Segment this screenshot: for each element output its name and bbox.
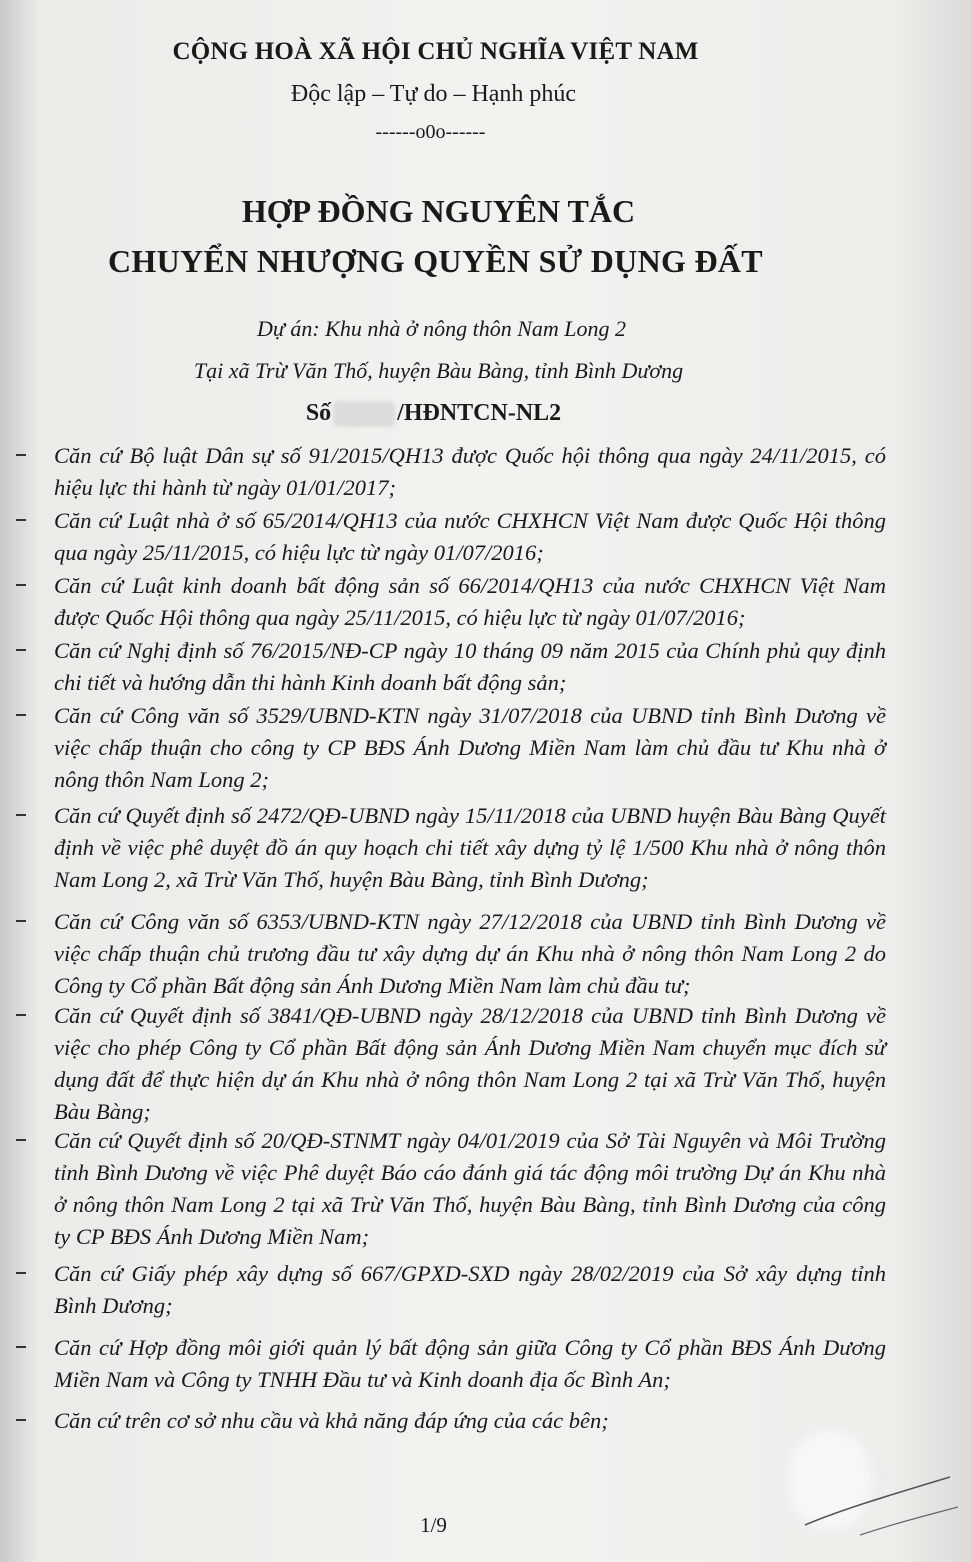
heading-separator: ------o0o------ xyxy=(375,121,486,143)
list-item xyxy=(16,906,886,1002)
list-item-text: Căn cứ Quyết định số 3841/QĐ-UBND ngày 28/12/2018 của UBND tỉnh Bình Dương về việc cho phép Công ty Cổ phần Bất động sản Ánh Dương Miền Nam chuyển mục đích sử dụng đất để thực hiện dự án Khu nhà ở nông thôn Nam Long 2 tại xã Trừ Văn Thố, huyện Bàu Bàng; xyxy=(54,1003,886,1124)
list-item xyxy=(16,1258,886,1322)
redacted-mark xyxy=(333,401,395,427)
project-name: Dự án: Khu nhà ở nông thôn Nam Long 2 xyxy=(256,316,627,341)
list-item-text: Căn cứ Hợp đồng môi giới quản lý bất động sản giữa Công ty Cổ phần BĐS Ánh Dương Miền Nam và Công ty TNHH Đầu tư và Kinh doanh địa ốc Bình An; xyxy=(54,1335,886,1392)
project-location: Tại xã Trừ Văn Thố, huyện Bàu Bàng, tỉnh Bình Dương xyxy=(193,358,684,383)
list-item-text: Căn cứ Quyết định số 20/QĐ-STNMT ngày 04/01/2019 của Sở Tài Nguyên và Môi Trường tỉnh Bình Dương về việc Phê duyệt Báo cáo đánh giá tác động môi trường Dự án Khu nhà ở nông thôn Nam Long 2 tại xã Trừ Văn Thố, huyện Bàu Bàng, tỉnh Bình Dương của công ty CP BĐS Ánh Dương Miền Nam; xyxy=(54,1128,886,1249)
bullet-dash xyxy=(16,1272,26,1274)
bullet-dash xyxy=(16,519,26,521)
contract-number-suffix: /HĐNTCN-NL2 xyxy=(397,400,562,426)
national-motto: Độc lập – Tự do – Hạnh phúc xyxy=(290,81,577,107)
national-heading: CỘNG HOÀ XÃ HỘI CHỦ NGHĨA VIỆT NAM xyxy=(172,38,699,65)
list-item xyxy=(16,635,886,699)
list-item-text: Căn cứ Luật kinh doanh bất động sản số 66/2014/QH13 của nước CHXHCN Việt Nam được Quốc Hội thông qua ngày 25/11/2015, có hiệu lực từ ngày 01/07/2016; xyxy=(54,573,886,630)
list-item xyxy=(16,1405,886,1437)
list-item xyxy=(16,800,886,896)
bullet-dash xyxy=(16,1346,26,1348)
list-item-text: Căn cứ Giấy phép xây dựng số 667/GPXD-SXD ngày 28/02/2019 của Sở xây dựng tỉnh Bình Dương; xyxy=(54,1261,886,1318)
list-item-text: Căn cứ Luật nhà ở số 65/2014/QH13 của nước CHXHCN Việt Nam được Quốc Hội thông qua ngày 25/11/2015, có hiệu lực từ ngày 01/07/2016; xyxy=(54,508,886,565)
list-item xyxy=(16,700,886,796)
page-number: 1/9 xyxy=(420,1513,447,1537)
bullet-dash xyxy=(16,920,26,922)
bullet-dash xyxy=(16,1014,26,1016)
list-item-text: Căn cứ Nghị định số 76/2015/NĐ-CP ngày 10 tháng 09 năm 2015 của Chính phủ quy định chi tiết và hướng dẫn thi hành Kinh doanh bất động sản; xyxy=(54,638,886,695)
bullet-dash xyxy=(16,1139,26,1141)
list-item xyxy=(16,440,886,504)
list-item xyxy=(16,1000,886,1128)
contract-title-line-1: HỢP ĐỒNG NGUYÊN TẮC xyxy=(241,193,636,229)
list-item-text: Căn cứ Bộ luật Dân sự số 91/2015/QH13 được Quốc hội thông qua ngày 24/11/2015, có hiệu lực thi hành từ ngày 01/01/2017; xyxy=(54,443,886,500)
bullet-dash xyxy=(16,649,26,651)
list-item-text: Căn cứ Quyết định số 2472/QĐ-UBND ngày 15/11/2018 của UBND huyện Bàu Bàng Quyết định về việc phê duyệt đồ án quy hoạch chi tiết xây dựng tỷ lệ 1/500 Khu nhà ở nông thôn Nam Long 2, xã Trừ Văn Thố, huyện Bàu Bàng, tỉnh Bình Dương; xyxy=(54,803,886,892)
list-item xyxy=(16,1125,886,1253)
bullet-dash xyxy=(16,454,26,456)
list-item xyxy=(16,505,886,569)
bullet-dash xyxy=(16,814,26,816)
list-item xyxy=(16,570,886,634)
list-item-text: Căn cứ Công văn số 6353/UBND-KTN ngày 27/12/2018 của UBND tỉnh Bình Dương về việc chấp thuận chủ trương đầu tư xây dựng dự án Khu nhà ở nông thôn Nam Long 2 do Công ty Cổ phần Bất động sản Ánh Dương Miền Nam làm chủ đầu tư; xyxy=(54,909,886,998)
bullet-dash xyxy=(16,714,26,716)
bullet-dash xyxy=(16,1419,26,1421)
contract-title-line-2: CHUYỂN NHƯỢNG QUYỀN SỬ DỤNG ĐẤT xyxy=(108,243,763,279)
list-item-text: Căn cứ Công văn số 3529/UBND-KTN ngày 31/07/2018 của UBND tỉnh Bình Dương về việc chấp thuận cho công ty CP BĐS Ánh Dương Miền Nam làm chủ đầu tư Khu nhà ở nông thôn Nam Long 2; xyxy=(54,703,886,792)
bullet-dash xyxy=(16,584,26,586)
list-item-text: Căn cứ trên cơ sở nhu cầu và khả năng đáp ứng của các bên; xyxy=(54,1408,609,1433)
contract-number xyxy=(0,400,919,427)
contract-number-prefix: Số xyxy=(305,400,332,426)
list-item xyxy=(16,1332,886,1396)
